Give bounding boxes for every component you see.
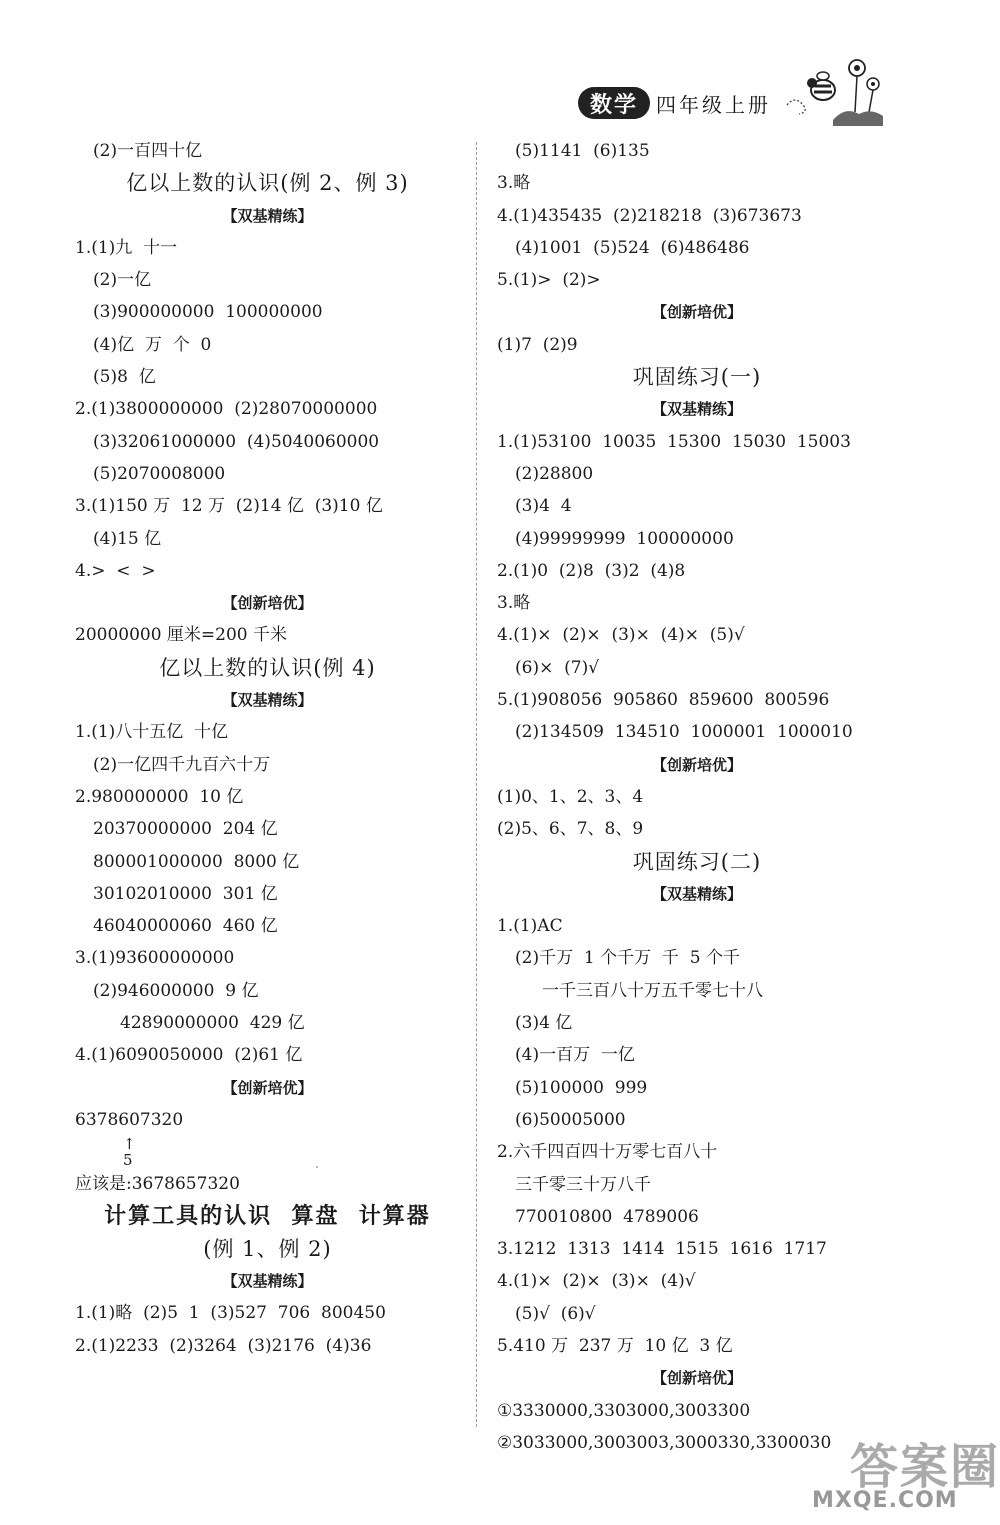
answer-line: 2.(1)2233 (2)3264 (3)2176 (4)36 — [75, 1335, 372, 1356]
answer-line: 3.(1)150 万 12 万 (2)14 亿 (3)10 亿 — [75, 496, 383, 517]
answer-line: 4.> < > — [75, 560, 156, 581]
left-column — [75, 135, 460, 1362]
answer-line: 2.(1)3800000000 (2)28070000000 — [75, 399, 378, 420]
answer-line: (5)1141 (6)135 — [515, 141, 650, 161]
answer-line: 应该是:3678657320 — [75, 1174, 240, 1195]
answer-line: (2)一百四十亿 — [93, 141, 203, 161]
up-arrow-icon: ↑ — [123, 1135, 136, 1154]
answer-line: 4.(1)6090050000 (2)61 亿 — [75, 1045, 303, 1066]
answer-line: 46040000060 460 亿 — [93, 916, 278, 937]
answer-line: 1.(1)AC — [497, 916, 563, 937]
speck — [316, 1166, 318, 1168]
answer-line: 4.(1)435435 (2)218218 (3)673673 — [497, 205, 802, 226]
answer-line: 1.(1)略 (2)5 1 (3)527 706 800450 — [75, 1303, 386, 1324]
section-title: 亿以上数的认识(例 2、例 3) — [126, 171, 409, 196]
answer-line: (4)1001 (5)524 (6)486486 — [515, 237, 750, 258]
answer-line: (4)亿 万 个 0 — [93, 334, 212, 355]
answer-line: 4.(1)× (2)× (3)× (4)√ — [497, 1271, 696, 1292]
answer-line: 1.(1)八十五亿 十亿 — [75, 722, 229, 743]
answer-line: (5)8 亿 — [93, 367, 156, 388]
answer-line: 三千零三十万八千 — [515, 1174, 651, 1195]
subsection-title: 【双基精练】 — [651, 400, 742, 419]
answer-line: 800001000000 8000 亿 — [93, 851, 300, 872]
answer-line: (5)√ (6)√ — [515, 1303, 596, 1324]
answer-line: ②3033000,3003003,3000330,3300030 — [497, 1432, 832, 1453]
answer-line: (5)2070008000 — [93, 463, 226, 484]
subsection-title: 【双基精练】 — [651, 884, 742, 903]
answer-line: 42890000000 429 亿 — [120, 1013, 305, 1034]
answer-line: (2)一亿 — [93, 270, 152, 291]
answer-line: 6378607320 — [75, 1109, 184, 1130]
answer-line: 20000000 厘米=200 千米 — [75, 625, 288, 646]
answer-line: (3)4 4 — [515, 496, 572, 517]
answer-line: 1.(1)九 十一 — [75, 237, 178, 258]
answer-line: 30102010000 301 亿 — [93, 883, 278, 904]
answer-line: 3.略 — [497, 593, 531, 614]
answer-line: (2)千万 1 个千万 千 5 个千 — [515, 948, 740, 969]
subject-badge: 数学 — [578, 87, 650, 119]
answer-line: (2)28800 — [515, 463, 594, 484]
watermark-logo: 答案圈 — [850, 1439, 1000, 1495]
answer-line: (4)一百万 一亿 — [515, 1045, 635, 1066]
answer-line: (6)× (7)√ — [515, 657, 600, 678]
answer-line: 3.1212 1313 1414 1515 1616 1717 — [497, 1239, 827, 1260]
section-title: 计算工具的认识 算盘 计算器 — [104, 1203, 431, 1229]
answer-line: (3)32061000000 (4)5040060000 — [93, 431, 380, 452]
subsection-title: 【创新培优】 — [651, 1369, 742, 1388]
subsection-title: 【双基精练】 — [222, 691, 313, 710]
answer-line: (6)50005000 — [515, 1109, 626, 1130]
section-title: 亿以上数的认识(例 4) — [159, 655, 376, 680]
answer-line: (4)99999999 100000000 — [515, 528, 734, 549]
section-title: 巩固练习(二) — [632, 849, 762, 874]
answer-line: (4)15 亿 — [93, 528, 162, 549]
subsection-title: 【双基精练】 — [222, 206, 313, 225]
answer-line: 3.(1)93600000000 — [75, 948, 235, 969]
answer-line: 4.(1)× (2)× (3)× (4)× (5)√ — [497, 625, 745, 646]
grade-label: 四年级上册 — [656, 92, 771, 117]
right-column — [497, 135, 897, 1459]
answer-line: 5.(1)> (2)> — [497, 270, 601, 291]
answer-line: (5)100000 999 — [515, 1077, 648, 1098]
answer-line: 2.(1)0 (2)8 (3)2 (4)8 — [497, 560, 686, 581]
subsection-title: 【创新培优】 — [222, 594, 313, 613]
answer-line: 5.(1)908056 905860 859600 800596 — [497, 690, 830, 711]
answer-line: 770010800 4789006 — [515, 1206, 699, 1227]
answer-line: 20370000000 204 亿 — [93, 819, 278, 840]
answer-line: (2)5、6、7、8、9 — [497, 819, 644, 840]
answer-line: (1)7 (2)9 — [497, 334, 578, 355]
answer-line: 1.(1)53100 10035 15300 15030 15003 — [497, 431, 851, 452]
answer-line: 2.980000000 10 亿 — [75, 786, 244, 807]
answer-line: 5.410 万 237 万 10 亿 3 亿 — [497, 1335, 733, 1356]
answer-line: 2.六千四百四十万零七百八十 — [497, 1142, 718, 1163]
page-header — [578, 85, 771, 121]
bee-flower-decoration-icon — [785, 50, 885, 130]
answer-line: (2)一亿四千九百六十万 — [93, 754, 271, 775]
watermark-url: MXQE.COM — [812, 1488, 958, 1513]
answer-line: (2)134509 134510 1000001 1000010 — [515, 722, 853, 743]
answer-line: (3)900000000 100000000 — [93, 302, 323, 323]
answer-line: 3.略 — [497, 173, 531, 194]
answer-line: (1)0、1、2、3、4 — [497, 786, 644, 807]
answer-line: (2)946000000 9 亿 — [93, 980, 259, 1001]
subsection-title: 【双基精练】 — [222, 1272, 313, 1291]
section-subtitle: (例 1、例 2) — [203, 1236, 332, 1261]
digit-label: 5 — [123, 1151, 133, 1170]
answer-line: ①3330000,3303000,3003300 — [497, 1400, 751, 1421]
column-divider — [476, 142, 477, 1427]
subsection-title: 【创新培优】 — [222, 1078, 313, 1097]
subsection-title: 【创新培优】 — [651, 303, 742, 322]
answer-line: 一千三百八十万五千零七十八 — [542, 980, 763, 1001]
answer-line: (3)4 亿 — [515, 1013, 573, 1034]
section-title: 巩固练习(一) — [632, 365, 762, 390]
subsection-title: 【创新培优】 — [651, 755, 742, 774]
